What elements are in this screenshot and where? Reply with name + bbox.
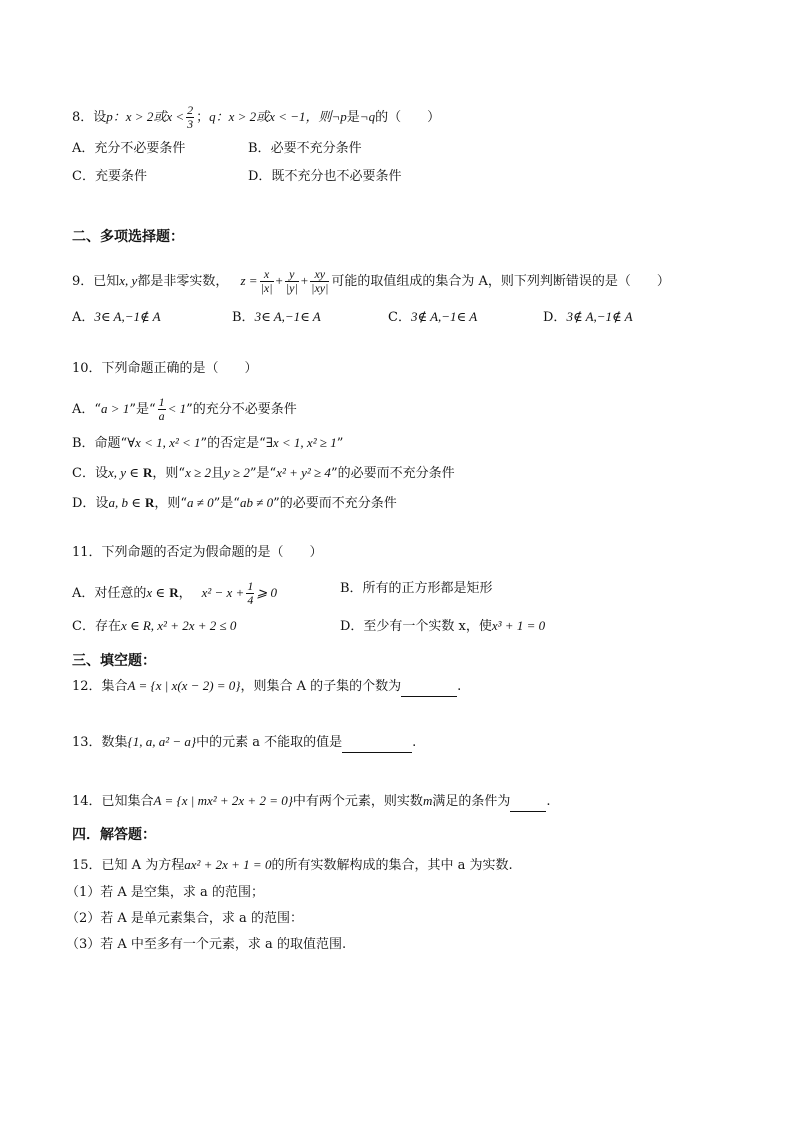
q9-fraction-1: $\frac{x}{|x|}$ [260,267,273,295]
q9-option-b[interactable]: B．3∈ A,−1∈ A [232,309,321,325]
q9-option-a[interactable]: A．3∈ A,−1∉ A [72,309,161,325]
q11-option-a[interactable]: A．对任意的x ∈ R， x² − x + $\frac{1}{4}$ ⩾ 0 [72,579,277,607]
q10-option-b[interactable]: B．命题“∀x < 1, x² < 1”的否定是“∃x < 1, x² ≥ 1” [72,435,344,451]
q12-answer-blank[interactable] [401,678,457,697]
q11-option-d[interactable]: D．至少有一个实数 x，使x³ + 1 = 0 [340,618,546,634]
q10-stem: 10．下列命题正确的是（ ） [72,361,258,376]
section-title-solutions: 四．解答题： [72,827,156,843]
q9-option-c[interactable]: C．3∉ A,−1∈ A [388,309,478,325]
q13-stem: 13．数集{1, a, a² − a}中的元素 a 不能取的值是 . [72,733,416,753]
q8-option-a[interactable]: A．充分不必要条件 [72,141,186,156]
q10-option-d[interactable]: D．设a, b ∈ R，则“a ≠ 0”是“ab ≠ 0”的必要而不充分条件 [72,495,397,511]
q15-stem: 15．已知 A 为方程ax² + 2x + 1 = 0的所有实数解构成的集合，其中 a 为实数. [72,857,513,873]
q15-part-3: （3）若 A 中至多有一个元素，求 a 的取值范围. [66,937,347,952]
q11-option-c[interactable]: C．存在x ∈ R, x² + 2x + 2 ≤ 0 [72,618,237,634]
q14-answer-blank[interactable] [510,793,546,812]
q8-fraction: $\frac{2}{3}$ [187,103,194,131]
q8-stem: 8．设p：x > 2或x < $\frac{2}{3}$ ；q：x > 2或x < −1，则¬p是¬q的（ ） [72,103,441,131]
section-title-fill-in: 三、填空题： [72,653,156,669]
q9-stem: 9．已知x, y都是非零实数， z = $\frac{x}{|x|}$ + $\frac{y}{|y|}$ + $\frac{xy}{|xy|}$ 可能的取值组成的集合为 A，则下列判断错误的是（ ） [72,267,670,295]
q9-fraction-3: $\frac{xy}{|xy|}$ [311,267,329,295]
q14-stem: 14．已知集合A = {x | mx² + 2x + 2 = 0}中有两个元素，则实数m满足的条件为 . [72,792,550,812]
q15-part-2: （2）若 A 是单元素集合，求 a 的范围： [66,911,303,926]
q9-fraction-2: $\frac{y}{|y|}$ [285,267,298,295]
q10-option-a[interactable]: A．“a > 1”是“ $\frac{1}{a}$ < 1”的充分不必要条件 [72,395,297,423]
q15-part-1: （1）若 A 是空集，求 a 的范围； [66,885,264,900]
q11-stem: 11．下列命题的否定为假命题的是（ ） [72,545,323,560]
q10-option-c[interactable]: C．设x, y ∈ R，则“x ≥ 2且y ≥ 2”是“x² + y² ≥ 4”的必要而不充分条件 [72,465,455,481]
q8-option-c[interactable]: C．充要条件 [72,169,147,184]
q9-option-d[interactable]: D．3∉ A,−1∉ A [543,309,633,325]
q10-fraction: $\frac{1}{a}$ [158,395,165,423]
q8-option-b[interactable]: B．必要不充分条件 [248,141,362,156]
q11-option-b[interactable]: B．所有的正方形都是矩形 [340,581,493,596]
q12-stem: 12．集合A = {x | x(x − 2) = 0}，则集合 A 的子集的个数为 . [72,677,461,697]
q11-fraction: $\frac{1}{4}$ [247,579,254,607]
q8-option-d[interactable]: D．既不充分也不必要条件 [248,169,402,184]
section-title-multiple-choice: 二、多项选择题： [72,229,184,245]
q13-answer-blank[interactable] [342,734,412,753]
